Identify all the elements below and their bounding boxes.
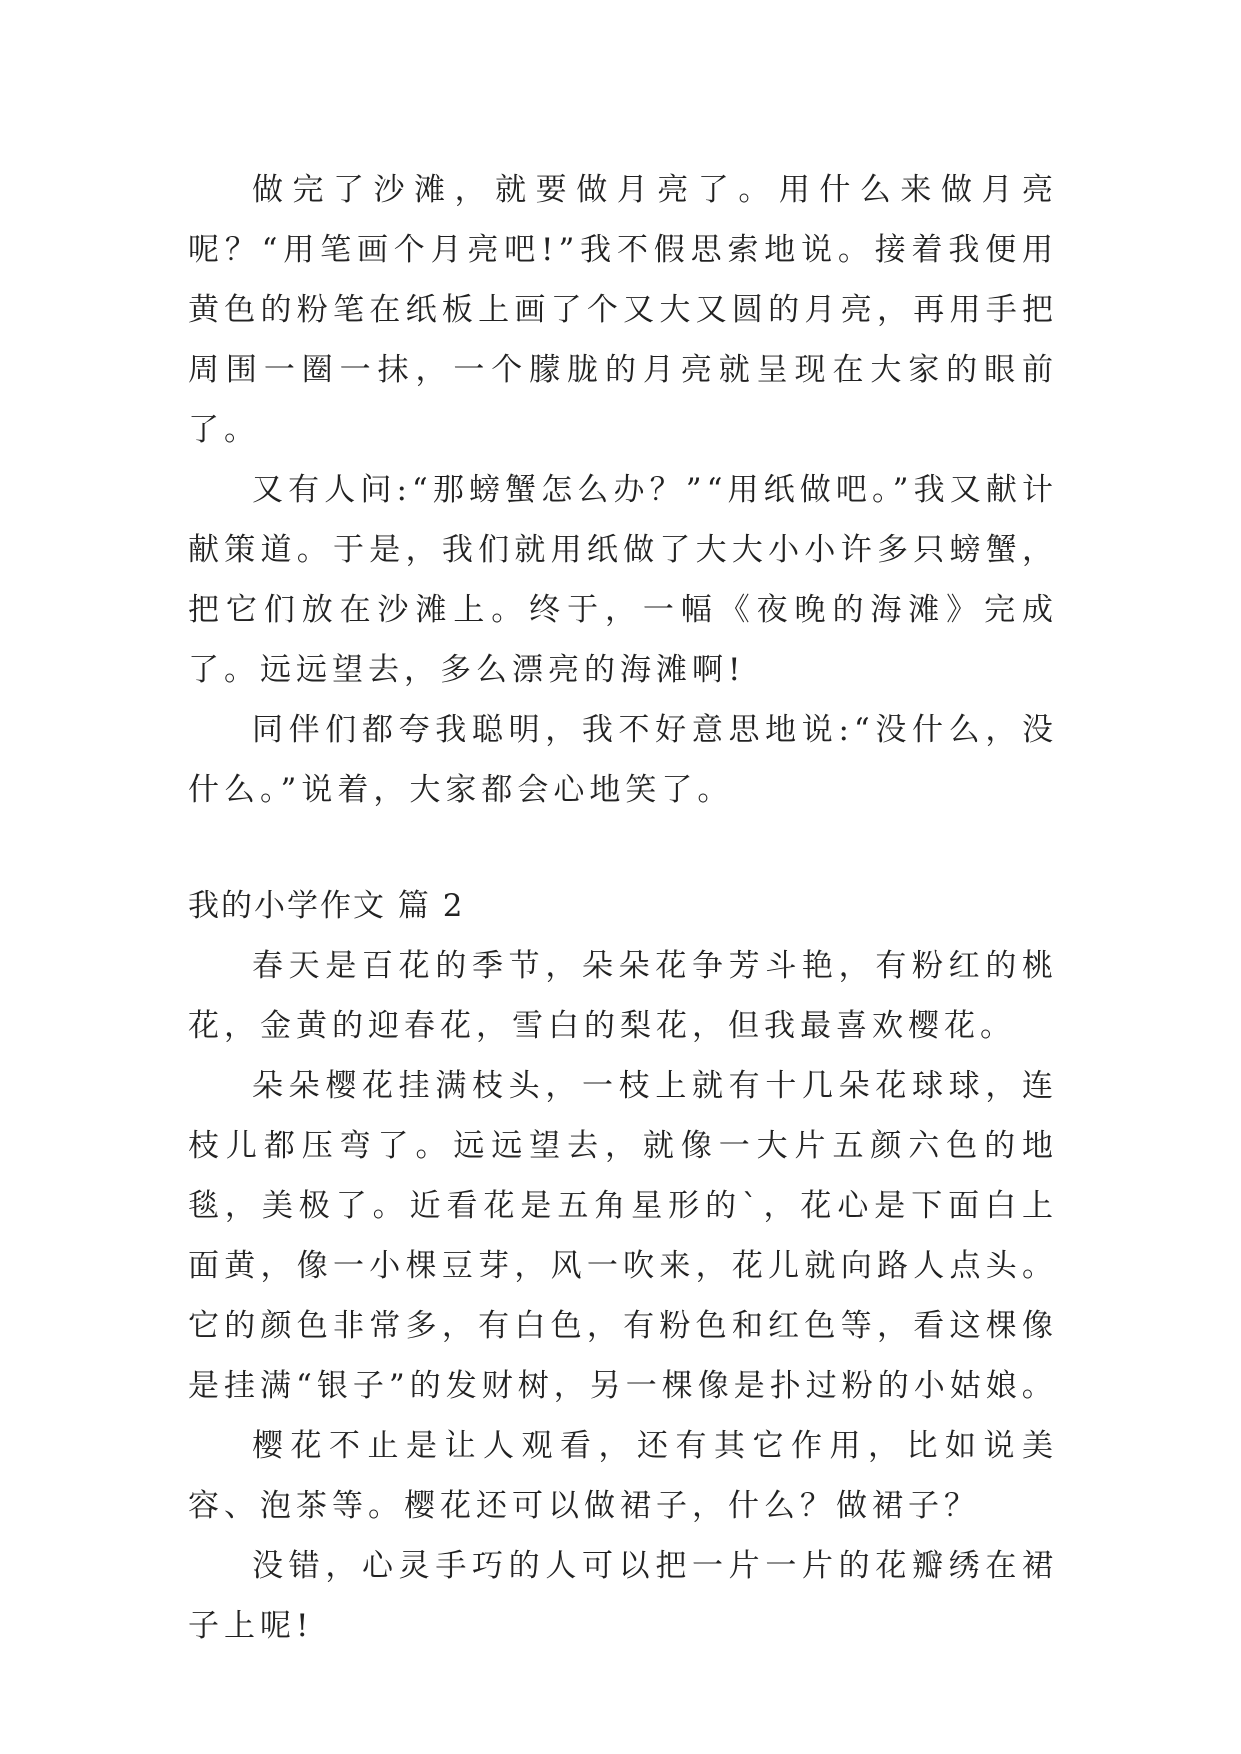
document-page <box>188 160 1058 1656</box>
section-2 <box>188 876 1058 1656</box>
section-1 <box>188 160 1058 820</box>
paragraph: 朵朵樱花挂满枝头，一枝上就有十几朵花球球，连枝儿都压弯了。远远望去，就像一大片五颜六色的地毯，美极了。近看花是五角星形的`，花心是下面白上面黄，像一小棵豆芽，风一吹来，花儿就向路人点头。它的颜色非常多，有白色，有粉色和红色等，看这棵像是挂满“银子”的发财树，另一棵像是扑过粉的小姑娘。 <box>188 1068 1058 1404</box>
section-heading: 我的小学作文 篇 2 <box>188 888 465 924</box>
paragraph: 没错，心灵手巧的人可以把一片一片的花瓣绣在裙子上呢! <box>188 1548 1058 1644</box>
paragraph: 樱花不止是让人观看，还有其它作用，比如说美容、泡茶等。樱花还可以做裙子，什么？做裙子？ <box>188 1428 1058 1524</box>
paragraph: 同伴们都夸我聪明，我不好意思地说:“没什么，没什么。”说着，大家都会心地笑了。 <box>188 712 1058 808</box>
paragraph: 做完了沙滩，就要做月亮了。用什么来做月亮呢？“用笔画个月亮吧!”我不假思索地说。接着我便用黄色的粉笔在纸板上画了个又大又圆的月亮，再用手把周围一圈一抹，一个朦胧的月亮就呈现在大家的眼前了。 <box>188 172 1058 448</box>
paragraph: 又有人问:“那螃蟹怎么办？”“用纸做吧。”我又献计献策道。于是，我们就用纸做了大大小小许多只螃蟹，把它们放在沙滩上。终于，一幅《夜晚的海滩》完成了。远远望去，多么漂亮的海滩啊! <box>188 472 1058 688</box>
paragraph: 春天是百花的季节，朵朵花争芳斗艳，有粉红的桃花，金黄的迎春花，雪白的梨花，但我最喜欢樱花。 <box>188 948 1058 1044</box>
